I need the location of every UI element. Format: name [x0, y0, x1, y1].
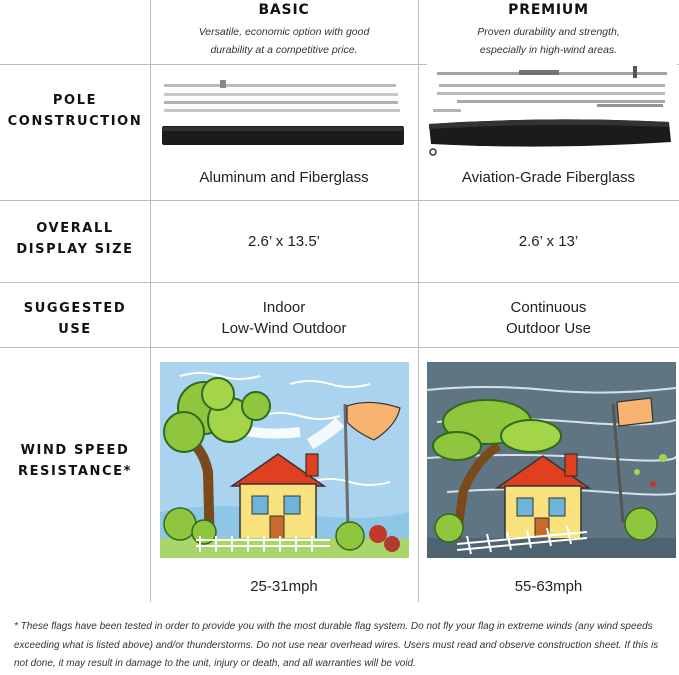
premium-wind-speed: 55-63mph — [514, 578, 583, 595]
basic-description-line: Versatile, economic option with good — [198, 26, 370, 38]
basic-use-line: Low-Wind Outdoor — [221, 320, 347, 337]
basic-column-description — [150, 23, 418, 59]
premium-pole-kit-image — [427, 64, 677, 158]
basic-display-size: 2.6’ x 13.5’ — [248, 233, 320, 250]
grid-row-divider — [0, 200, 679, 201]
row-label-wind-speed — [0, 440, 150, 482]
row-label-line: OVERALL — [36, 221, 114, 236]
basic-pole-kit-image — [160, 74, 410, 156]
premium-column-description — [418, 23, 679, 59]
row-label-line: USE — [58, 322, 92, 337]
premium-display-size: 2.6’ x 13’ — [518, 233, 579, 250]
premium-use-line: Outdoor Use — [505, 320, 592, 337]
row-label-display-size — [0, 218, 150, 260]
premium-description-line: especially in high-wind areas. — [479, 44, 618, 56]
row-label-line: POLE — [52, 93, 98, 108]
basic-wind-illustration — [160, 362, 409, 558]
premium-description-line: Proven durability and strength, — [477, 26, 620, 38]
row-label-line: DISPLAY SIZE — [16, 242, 134, 257]
basic-use-line: Indoor — [262, 299, 306, 316]
grid-row-divider — [0, 347, 679, 348]
row-label-pole-construction — [0, 90, 150, 132]
basic-wind-speed: 25-31mph — [250, 578, 318, 595]
row-label-line: WIND SPEED — [20, 443, 130, 458]
basic-column-title: BASIC — [258, 2, 310, 18]
row-label-suggested-use — [0, 298, 150, 340]
row-label-line: SUGGESTED — [23, 301, 127, 316]
basic-suggested-use — [150, 297, 418, 339]
premium-column-title: PREMIUM — [508, 2, 589, 18]
row-label-line: RESISTANCE* — [17, 464, 133, 479]
warranty-footnote: * These flags have been tested in order to provide you with the most durable flag system. Do not fly your flag in extreme winds (any wind speeds exceeding what is listed above) and/or thunderstorms. Do not use near overhead wires. Users must read and observe construction sheet. If this is not done, it may result in damage to the unit, injury or death, and all warranties will be void. — [14, 621, 659, 669]
premium-suggested-use — [418, 297, 679, 339]
row-label-line: CONSTRUCTION — [7, 114, 143, 129]
basic-pole-material: Aluminum and Fiberglass — [199, 169, 369, 186]
basic-description-line: durability at a competitive price. — [210, 44, 358, 56]
premium-wind-illustration — [427, 362, 676, 558]
premium-use-line: Continuous — [510, 299, 587, 316]
premium-pole-material: Aviation-Grade Fiberglass — [461, 169, 636, 186]
grid-row-divider — [0, 282, 679, 283]
